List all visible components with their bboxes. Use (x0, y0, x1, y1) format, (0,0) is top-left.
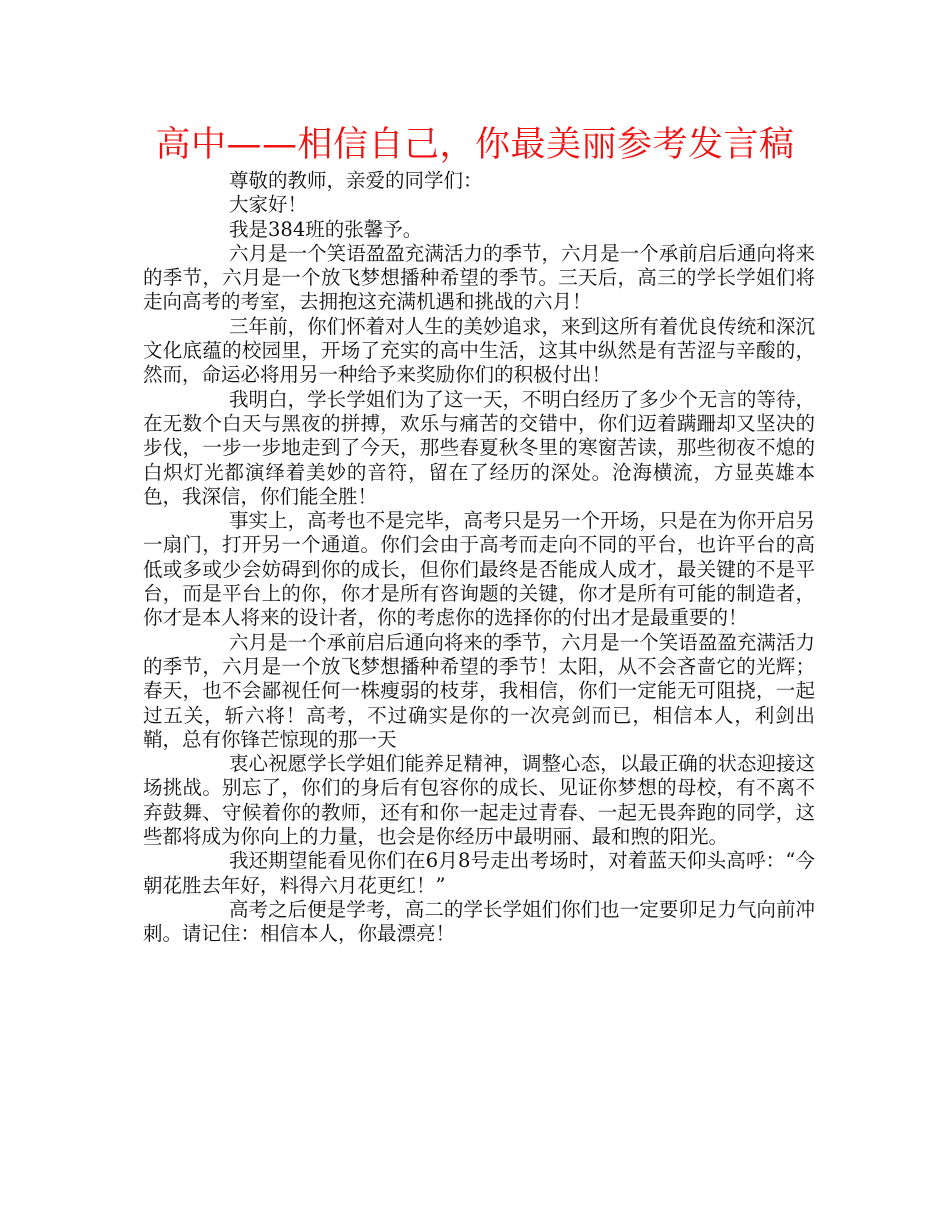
paragraph: 三年前，你们怀着对人生的美妙追求，来到这所有着优良传统和深沉文化底蕴的校园里，开场了充实的高中生活，这其中纵然是有苦涩与辛酸的，然而，命运必将用另一种给予来奖励你们的积极付出！ (143, 314, 815, 387)
paragraph: 衷心祝愿学长学姐们能养足精神，调整心态，以最正确的状态迎接这场挑战。别忘了，你们的身后有包容你的成长、见证你梦想的母校，有不离不弃鼓舞、守候着你的教师，还有和你一起走过青春、一起无畏奔跑的同学，这些都将成为你向上的力量，也会是你经历中最明丽、最和煦的阳光。 (143, 752, 815, 849)
paragraph: 我还期望能看见你们在6月8号走出考场时，对着蓝天仰头高呼：“今朝花胜去年好，料得六月花更红！” (143, 849, 815, 897)
closing-paragraph: 高考之后便是学考，高二的学长学姐们你们也一定要卯足力气向前冲刺。请记住：相信本人，你最漂亮！ (143, 897, 815, 946)
paragraph: 六月是一个承前启后通向将来的季节，六月是一个笑语盈盈充满活力的季节，六月是一个放飞梦想播种希望的季节！太阳，从不会吝啬它的光辉；春天，也不会鄙视任何一株瘦弱的枝芽，我相信，你们一定能无可阻挠，一起过五关，斩六将！高考，不过确实是你的一次亮剑而已，相信本人，利剑出鞘，总有你锋芒惊现的那一天 (143, 630, 815, 751)
hello-line: 大家好！ (229, 193, 308, 217)
greeting-line: 尊敬的教师，亲爱的同学们： (229, 169, 483, 192)
paragraph: 六月是一个笑语盈盈充满活力的季节，六月是一个承前启后通向将来的季节，六月是一个放飞梦想播种希望的季节。三天后，高三的学长学姐们将走向高考的考室，去拥抱这充满机遇和挑战的六月！ (143, 241, 815, 314)
paragraph: 我明白，学长学姐们为了这一天，不明白经历了多少个无言的等待，在无数个白天与黑夜的拼搏，欢乐与痛苦的交错中，你们迈着蹒跚却又坚决的步伐，一步一步地走到了今天，那些春夏秋冬里的寒窗苦读，那些彻夜不熄的白炽灯光都演绎着美妙的音符，留在了经历的深处。沧海横流，方显英雄本色，我深信，你们能全胜！ (143, 387, 815, 508)
document-title: 高中——相信自己，你最美丽参考发言稿 (155, 125, 795, 165)
self-introduction: 我是384班的张馨予。 (229, 217, 423, 241)
paragraph: 事实上，高考也不是完毕，高考只是另一个开场，只是在为你开启另一扇门，打开另一个通道。你们会由于高考而走向不同的平台，也许平台的高低或多或少会妨碍到你的成长，但你们最终是否能成人成才，最关键的不是平台，而是平台上的你，你才是所有咨询题的关键，你才是所有可能的制造者，你才是本人将来的设计者，你的考虑你的选择你的付出才是最重要的！ (143, 509, 815, 630)
document-body (143, 169, 815, 947)
